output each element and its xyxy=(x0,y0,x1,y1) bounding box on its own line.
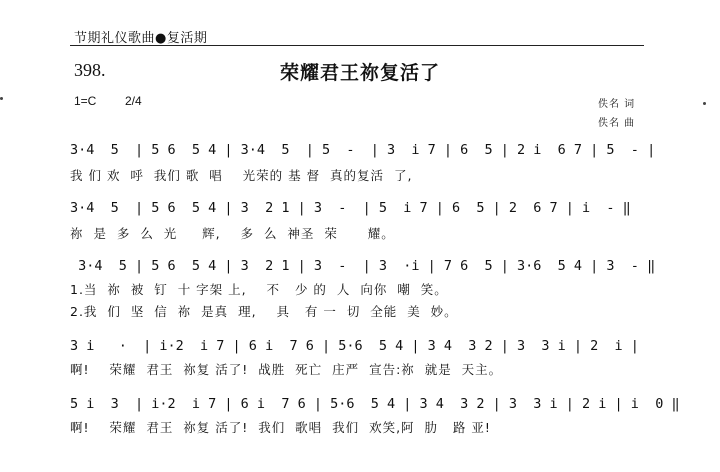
section-header: 节期礼仪歌曲●复活期 xyxy=(74,31,208,46)
lyric-line: 1.当 祢 被 钉 十 字架 上, 不 少 的 人 向你 嘲 笑。 xyxy=(70,282,448,297)
lyric-line: 啊! 荣耀 君王 祢复 活了! 战胜 死亡 庄严 宣告:祢 就是 天主。 xyxy=(70,362,503,377)
score-row-1 xyxy=(70,138,656,183)
score-row-3 xyxy=(70,254,656,319)
key-signature: 1=C xyxy=(74,94,97,108)
notation-line: 3·4 5 | 5 6 5 4 | 3·4 5 | 5 - | 3 i 7 | 6 5 | 2 i 6 7 | 5 - | xyxy=(70,142,656,158)
scan-speck xyxy=(703,102,706,105)
score-row-4 xyxy=(70,334,646,377)
notation-line: 3 i · | i·2 i 7 | 6 i 7 6 | 5·6 5 4 | 3 4 3 2 | 3 3 i | 2 i | xyxy=(70,338,639,354)
lyric-line: 我 们 欢 呼 我们 歌 唱 光荣的 基 督 真的复活 了, xyxy=(70,168,413,183)
header-rule xyxy=(70,45,644,46)
composer-credit: 佚名 曲 xyxy=(598,118,636,129)
lyricist-credit: 佚名 词 xyxy=(598,99,636,110)
notation-line: 5 i 3 | i·2 i 7 | 6 i 7 6 | 5·6 5 4 | 3 4 3 2 | 3 3 i | 2 i | i 0 ‖ xyxy=(70,396,680,412)
lyric-line: 啊! 荣耀 君王 祢复 活了! 我们 歌唱 我们 欢笑,阿 肋 路 亚! xyxy=(70,420,491,435)
notation-line: 3·4 5 | 5 6 5 4 | 3 2 1 | 3 - | 3 ·i | 7 6 5 | 3·6 5 4 | 3 - ‖ xyxy=(70,258,656,274)
lyric-line: 2.我 们 坚 信 祢 是真 理, 具 有 一 切 全能 美 妙。 xyxy=(70,304,458,319)
score-row-5 xyxy=(70,392,680,435)
score-row-2 xyxy=(70,196,646,241)
notation-line: 3·4 5 | 5 6 5 4 | 3 2 1 | 3 - | 5 i 7 | 6 5 | 2 6 7 | i - ‖ xyxy=(70,200,631,216)
lyric-line: 祢 是 多 么 光 辉, 多 么 神圣 荣 耀。 xyxy=(70,226,395,241)
scan-speck xyxy=(0,97,3,100)
song-title: 荣耀君王祢复活了 xyxy=(280,62,441,84)
song-number: 398. xyxy=(74,60,106,80)
time-signature: 2/4 xyxy=(125,94,142,108)
